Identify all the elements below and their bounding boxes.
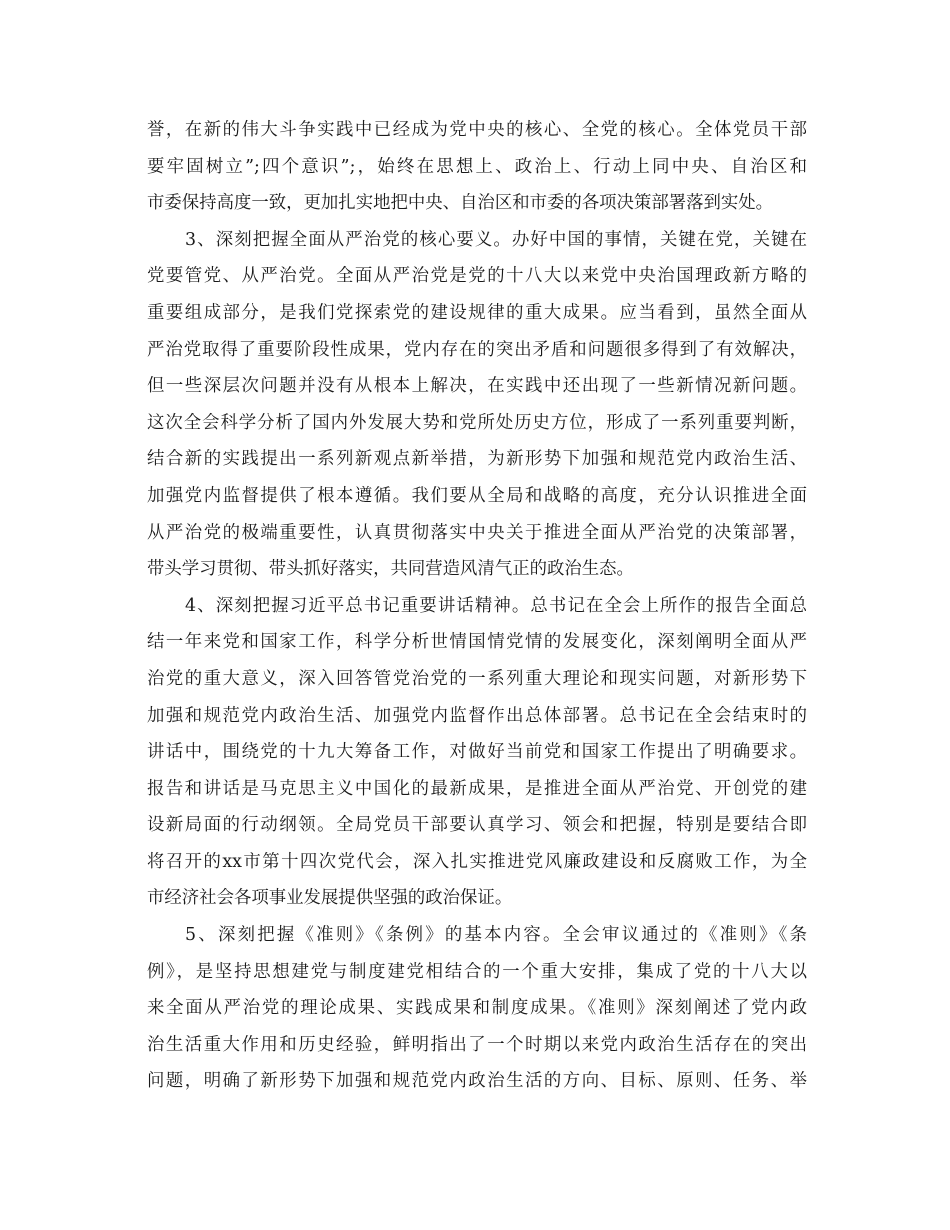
text-line: 市委保持高度一致，更加扎实地把中央、自治区和市委的各项决策部署落到实处。 — [147, 193, 774, 214]
text-line: 严治党取得了重要阶段性成果，党内存在的突出矛盾和问题很多得到了有效解决， — [147, 339, 807, 360]
text-line: 结合新的实践提出一系列新观点新举措，为新形势下加强和规范党内政治生活、 — [147, 449, 807, 470]
text-line: 带头学习贯彻、带头抓好落实，共同营造风清气正的政治生态。 — [147, 559, 634, 580]
text-line: 设新局面的行动纲领。全局党员干部要认真学习、领会和把握，特别是要结合即 — [147, 815, 807, 836]
text-line: 要牢固树立”;四个意识”;，始终在思想上、政治上、行动上同中央、自治区和 — [147, 156, 807, 177]
text-line: 从严治党的极端重要性，认真贯彻落实中央关于推进全面从严治党的决策部署， — [147, 522, 807, 543]
text-line: 讲话中，围绕党的十九大筹备工作，对做好当前党和国家工作提出了明确要求。 — [147, 742, 807, 763]
text-line: 将召开的xx市第十四次党代会，深入扎实推进党风廉政建设和反腐败工作，为全 — [147, 851, 807, 872]
text-line: 治党的重大意义，深入回答管党治党的一系列重大理论和现实问题，对新形势下 — [147, 668, 807, 689]
text-line: 这次全会科学分析了国内外发展大势和党所处历史方位，形成了一系列重要判断， — [147, 412, 807, 433]
text-line: 3、深刻把握全面从严治党的核心要义。办好中国的事情，关键在党，关键在 — [185, 229, 807, 250]
text-line: 5、深刻把握《准则》《条例》的基本内容。全会审议通过的《准则》《条 — [185, 925, 807, 946]
text-line: 市经济社会各项事业发展提供坚强的政治保证。 — [147, 888, 513, 909]
text-line: 治生活重大作用和历史经验，鲜明指出了一个时期以来党内政治生活存在的突出 — [147, 1034, 807, 1055]
text-line: 加强和规范党内政治生活、加强党内监督作出总体部署。总书记在全会结束时的 — [147, 705, 807, 726]
text-line: 誉，在新的伟大斗争实践中已经成为党中央的核心、全党的核心。全体党员干部 — [147, 120, 807, 140]
text-line: 党要管党、从严治党。全面从严治党是党的十八大以来党中央治国理政新方略的 — [147, 266, 807, 287]
text-line: 报告和讲话是马克思主义中国化的最新成果，是推进全面从严治党、开创党的建 — [147, 778, 807, 799]
text-line: 但一些深层次问题并没有从根本上解决，在实践中还出现了一些新情况新问题。 — [147, 376, 807, 397]
text-line: 来全面从严治党的理论成果、实践成果和制度成果。《准则》深刻阐述了党内政 — [147, 998, 807, 1019]
text-line: 加强党内监督提供了根本遵循。我们要从全局和战略的高度，充分认识推进全面 — [147, 485, 807, 506]
text-line: 4、深刻把握习近平总书记重要讲话精神。总书记在全会上所作的报告全面总 — [185, 595, 807, 616]
document-body — [147, 112, 807, 1100]
text-line: 重要组成部分，是我们党探索党的建设规律的重大成果。应当看到，虽然全面从 — [147, 302, 807, 323]
text-line: 例》，是坚持思想建党与制度建党相结合的一个重大安排，集成了党的十八大以 — [147, 961, 807, 982]
text-line: 问题，明确了新形势下加强和规范党内政治生活的方向、目标、原则、任务、举 — [147, 1071, 807, 1092]
text-line: 结一年来党和国家工作，科学分析世情国情党情的发展变化，深刻阐明全面从严 — [147, 632, 807, 653]
